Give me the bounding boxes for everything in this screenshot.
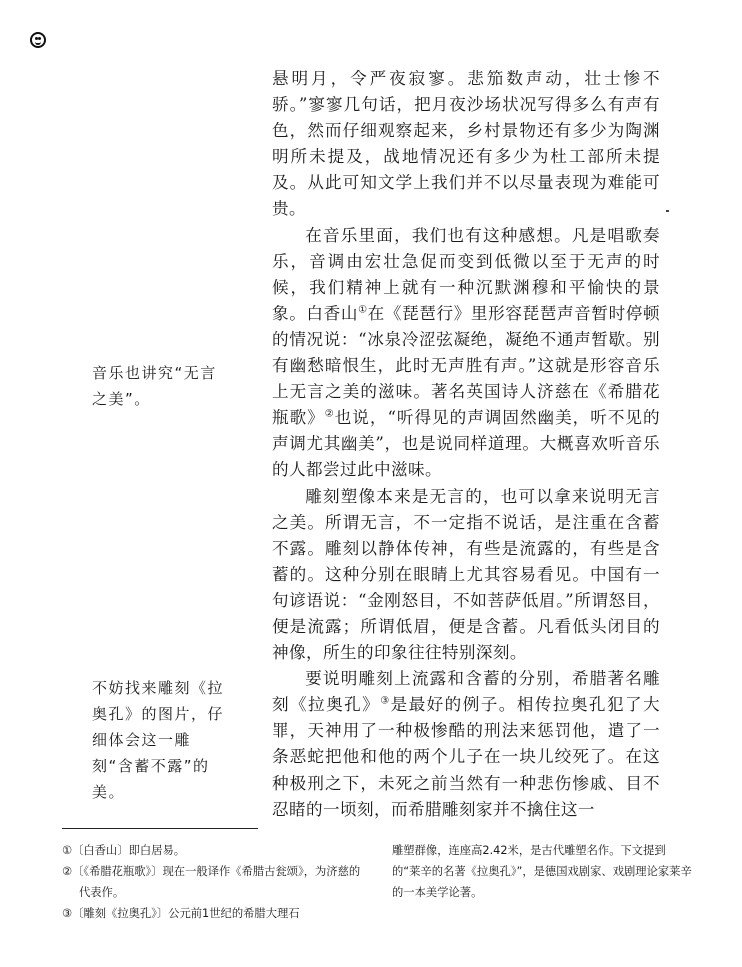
margin-mark xyxy=(666,210,669,212)
footnotes-left xyxy=(62,840,362,924)
side-note-text: 音乐也讲究“无言之美”。 xyxy=(92,364,217,408)
paragraph xyxy=(272,666,660,823)
footnote-mark: ② xyxy=(324,408,335,420)
footnote-divider xyxy=(62,828,258,829)
paragraph: 悬明月，令严夜寂寥。悲笳数声动，壮士惨不骄。”寥寥几句话，把月夜沙场状况写得多么有声有色，然而仔细观察起来，乡村景物还有多少为陶渊明所未提及，战地情况还有多少为杜工部所未提及。从此可知文学上我们并不以尽量表现为难能可贵。 xyxy=(272,69,660,219)
paragraph-text: 是最好的例子。相传拉奥孔犯了大罪，天神用了一种极惨酷的刑法来惩罚他，遣了一条恶蛇把他和他的两个儿子在一块儿绞死了。在这种极刑之下，未死之前当然有一种悲伤惨戚、目不忍睹的一顷刻，而希腊雕刻家并不擒住这一 xyxy=(272,695,660,819)
paragraph-text: 在音乐里面，我们也有这种感想。凡是唱歌奏乐，音调由宏壮急促而变到低微以至于无声的时候，我们精神上就有一种沉默渊穆和平愉快的景象。白香山 xyxy=(272,225,660,323)
side-note xyxy=(62,360,232,412)
smiley-icon xyxy=(30,32,46,48)
footnote: ①〔白香山〕即白居易。 xyxy=(62,844,186,857)
paragraph-text: 要说明雕刻上流露和含蓄的分别，希腊著名雕刻《拉奥孔》 xyxy=(272,669,660,715)
footnote-mark: ① xyxy=(358,304,368,316)
footnote: ③〔雕刻《拉奥孔》〕公元前1世纪的希腊大理石 xyxy=(62,907,300,920)
paragraph xyxy=(272,223,660,484)
main-text xyxy=(272,66,660,823)
paragraph: 雕刻塑像本来是无言的，也可以拿来说明无言之美。所谓无言，不一定指不说话，是注重在含蓄不露。雕刻以静体传神，有些是流露的，有些是含蓄的。这种分别在眼睛上尤其容易看见。中国有一句谚语说：“金刚怒目，不如菩萨低眉。”所谓怒目，便是流露；所谓低眉，便是含蓄。凡看低头闭目的神像，所生的印象往往特别深刻。 xyxy=(272,486,660,663)
footnotes-right xyxy=(392,840,692,903)
footnote-mark: ③ xyxy=(380,695,391,707)
paragraph-text: 也说，“听得见的声调固然幽美，听不见的声调尤其幽美”，也是说同样道理。大概喜欢听音乐的人都尝过此中滋味。 xyxy=(272,408,660,480)
paragraph-text: 在《琵琶行》里形容琵琶声音暂时停顿的情况说：“冰泉冷涩弦凝绝，凝绝不通声暂歇。别有幽愁暗恨生，此时无声胜有声。”这就是形容音乐上无言之美的滋味。著名英国诗人济慈在《希腊花瓶歌》 xyxy=(272,303,661,428)
footnote: 雕塑群像，连座高2.42米，是古代雕塑名作。下文提到的“莱辛的名著《拉奥孔》”，是德国戏剧家、戏剧理论家莱辛的一本美学论著。 xyxy=(392,844,692,899)
side-note-text: 不妨找来雕刻《拉奥孔》的图片，仔细体会这一雕刻“含蓄不露”的美。 xyxy=(92,679,225,801)
side-note xyxy=(62,675,232,805)
footnote: ②〔《希腊花瓶歌》〕现在一般译作《希腊古瓮颂》，为济慈的代表作。 xyxy=(62,865,361,899)
